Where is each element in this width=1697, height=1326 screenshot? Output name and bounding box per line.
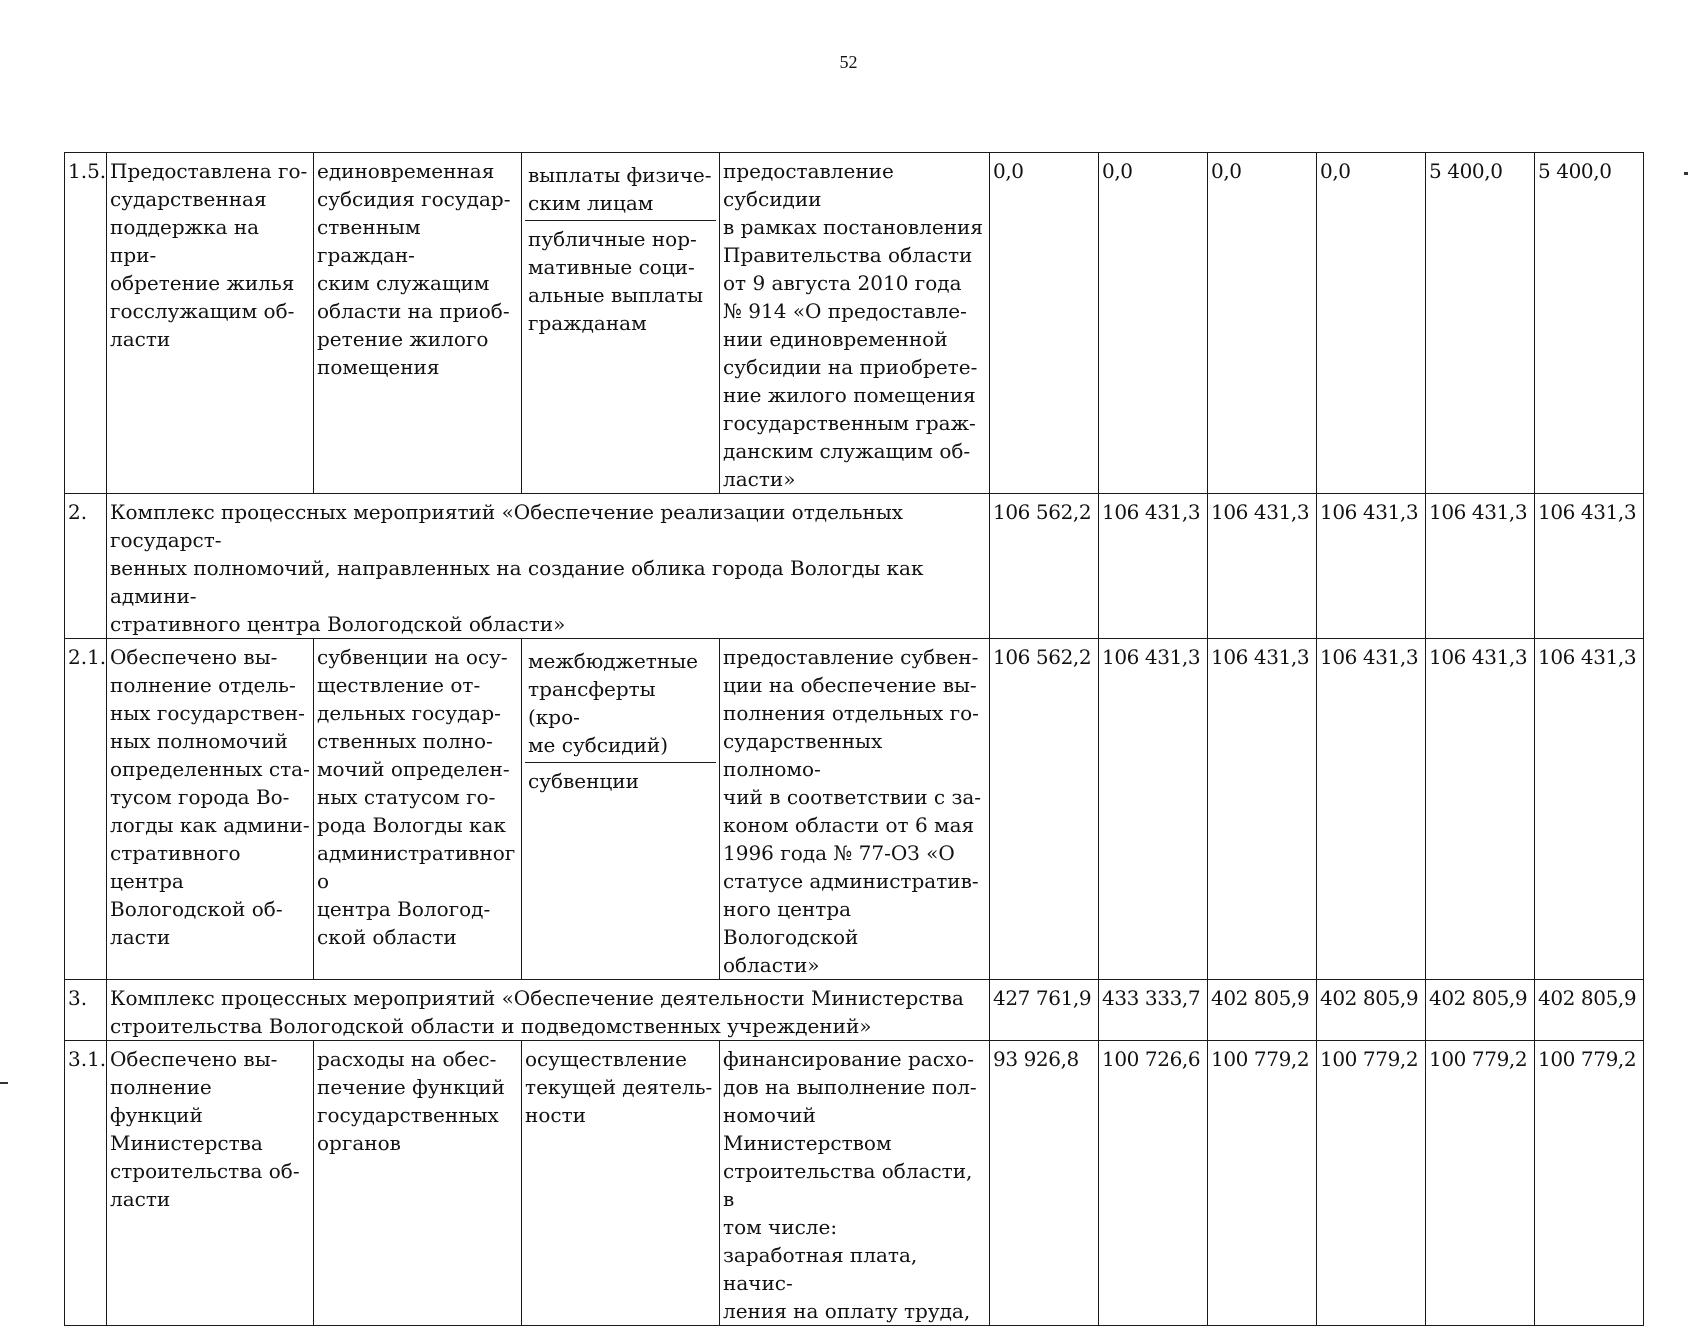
text-line: единовременная — [317, 159, 495, 183]
text-line: помещения — [317, 355, 440, 379]
text-line: области на приоб- — [317, 299, 510, 323]
description-cell — [720, 153, 990, 494]
text-line: Предоставлена го- — [110, 159, 308, 183]
text-line: ме субсидий) — [528, 733, 669, 757]
payment-type-bottom — [525, 221, 716, 337]
text-line: области» — [723, 953, 820, 977]
text-line: ласти» — [723, 467, 796, 491]
table-row — [65, 1041, 1644, 1326]
section-title-cell — [107, 494, 990, 639]
value-cell: 0,0 — [990, 153, 1099, 494]
text-line: ретение жилого — [317, 327, 489, 351]
text-line: поддержка на при- — [110, 215, 260, 267]
expense-type-cell — [314, 153, 522, 494]
text-line: административного — [317, 841, 516, 893]
text-line: ных государствен- — [110, 701, 305, 725]
text-line: дов на выполнение пол- — [723, 1075, 977, 1099]
text-line: межбюджетные — [528, 649, 698, 673]
text-line: ществление от- — [317, 673, 481, 697]
text-line: полнения отдельных го- — [723, 701, 979, 725]
description-cell — [720, 639, 990, 980]
text-line: ским лицам — [528, 191, 654, 215]
text-line: субвенции — [528, 769, 639, 793]
text-line: печение функций — [317, 1075, 505, 1099]
value-cell: 100 779,2 — [1208, 1041, 1317, 1326]
description-cell — [720, 1041, 990, 1326]
text-line: госслужащим об- — [110, 299, 295, 323]
text-line: мативные соци- — [528, 255, 695, 279]
value-cell: 100 779,2 — [1317, 1041, 1426, 1326]
result-cell — [107, 639, 314, 980]
value-cell: 5 400,0 — [1426, 153, 1535, 494]
payment-type-top — [525, 157, 716, 221]
text-line: центра Вологод- — [317, 897, 491, 921]
budget-table — [64, 152, 1644, 1326]
value-cell: 0,0 — [1317, 153, 1426, 494]
value-cell: 106 431,3 — [1099, 639, 1208, 980]
table-row — [65, 980, 1644, 1041]
value-cell: 106 431,3 — [1317, 639, 1426, 980]
value-cell: 402 805,9 — [1208, 980, 1317, 1041]
text-line: ласти — [110, 925, 171, 949]
table-row — [65, 639, 1644, 980]
page-number: 52 — [839, 52, 858, 72]
value-cell: 100 726,6 — [1099, 1041, 1208, 1326]
text-line: Министерства — [110, 1131, 263, 1155]
payment-type-top — [525, 643, 716, 763]
row-number: 3.1. — [65, 1041, 107, 1326]
value-cell: 106 431,3 — [1535, 639, 1644, 980]
text-line: том числе: — [723, 1215, 838, 1239]
text-line: дельных государ- — [317, 701, 501, 725]
text-line: определенных ста- — [110, 757, 310, 781]
text-line: строительства об- — [110, 1159, 300, 1183]
text-line: альные выплаты — [528, 283, 704, 307]
text-line: публичные нор- — [528, 227, 697, 251]
text-line: ским служащим — [317, 271, 490, 295]
row-number: 1.5. — [65, 153, 107, 494]
text-line: ности — [525, 1103, 586, 1127]
value-cell: 5 400,0 — [1535, 153, 1644, 494]
text-line: сударственных полномо- — [723, 729, 883, 781]
text-line: субсидии на приобрете- — [723, 355, 978, 379]
text-line: предоставление субсидии — [723, 159, 894, 211]
text-line: тусом города Во- — [110, 785, 290, 809]
text-line: стративного центра — [110, 841, 241, 893]
value-cell: 0,0 — [1208, 153, 1317, 494]
row-number: 2. — [65, 494, 107, 639]
text-line: обретение жилья — [110, 271, 295, 295]
text-line: государственным граж- — [723, 411, 976, 435]
result-cell — [107, 153, 314, 494]
text-line: данским служащим об- — [723, 439, 971, 463]
text-line: номочий Министерством — [723, 1103, 892, 1155]
payment-type-cell — [522, 153, 720, 494]
table-row — [65, 494, 1644, 639]
value-cell: 106 431,3 — [1208, 639, 1317, 980]
expense-type-cell — [314, 639, 522, 980]
text-line: субсидия государ- — [317, 187, 511, 211]
text-line: ласти — [110, 327, 171, 351]
payment-type-cell — [522, 1041, 720, 1326]
value-cell: 402 805,9 — [1426, 980, 1535, 1041]
text-line: Обеспечено вы- — [110, 645, 278, 669]
text-line: финансирование расхо- — [723, 1047, 974, 1071]
value-cell: 106 431,3 — [1099, 494, 1208, 639]
row-number: 3. — [65, 980, 107, 1041]
text-line: сударственная — [110, 187, 267, 211]
value-cell: 106 431,3 — [1426, 494, 1535, 639]
text-line: ской области — [317, 925, 457, 949]
text-line: полнение отдель- — [110, 673, 296, 697]
text-line: выплаты физиче- — [528, 163, 712, 187]
value-cell: 0,0 — [1099, 153, 1208, 494]
text-line: ления на оплату труда, — [723, 1299, 971, 1323]
section-title-cell — [107, 980, 990, 1041]
text-line: осуществление — [525, 1047, 688, 1071]
text-line: Комплекс процессных мероприятий «Обеспечение реализации отдельных государст- — [110, 500, 904, 552]
scan-edge-mark — [0, 1082, 8, 1084]
payment-type-cell — [522, 639, 720, 980]
value-cell: 433 333,7 — [1099, 980, 1208, 1041]
text-line: 1996 года № 77-ОЗ «О — [723, 841, 955, 865]
value-cell: 106 431,3 — [1535, 494, 1644, 639]
text-line: стративного центра Вологодской области» — [110, 612, 566, 636]
text-line: ных статусом го- — [317, 785, 496, 809]
text-line: чий в соответствии с за- — [723, 785, 982, 809]
text-line: ласти — [110, 1187, 171, 1211]
text-line: ние жилого помещения — [723, 383, 976, 407]
text-line: государственных — [317, 1103, 499, 1127]
text-line: № 914 «О предоставле- — [723, 299, 967, 323]
text-line: Обеспечено вы- — [110, 1047, 278, 1071]
text-line: заработная плата, начис- — [723, 1243, 918, 1295]
scan-edge-mark — [1684, 172, 1688, 175]
text-line: ного центра Вологодской — [723, 897, 859, 949]
text-line: Правительства области — [723, 243, 973, 267]
text-line: от 9 августа 2010 года — [723, 271, 962, 295]
value-cell: 100 779,2 — [1426, 1041, 1535, 1326]
text-line: рода Вологды как — [317, 813, 506, 837]
text-line: расходы на обес- — [317, 1047, 497, 1071]
text-line: ных полномочий — [110, 729, 288, 753]
text-line: статусе административ- — [723, 869, 979, 893]
table-row — [65, 153, 1644, 494]
value-cell: 402 805,9 — [1317, 980, 1426, 1041]
text-line: органов — [317, 1131, 401, 1155]
text-line: ственных полно- — [317, 729, 493, 753]
value-cell: 93 926,8 — [990, 1041, 1099, 1326]
value-cell: 106 431,3 — [1426, 639, 1535, 980]
text-line: полнение функций — [110, 1075, 212, 1127]
row-number: 2.1. — [65, 639, 107, 980]
value-cell: 402 805,9 — [1535, 980, 1644, 1041]
text-line: Вологодской об- — [110, 897, 283, 921]
text-line: логды как админи- — [110, 813, 310, 837]
text-line: мочий определен- — [317, 757, 510, 781]
text-line: трансферты (кро- — [528, 677, 656, 729]
text-line: нии единовременной — [723, 327, 948, 351]
text-line: венных полномочий, направленных на создание облика города Вологды как админи- — [110, 556, 924, 608]
text-line: в рамках постановления — [723, 215, 983, 239]
value-cell: 106 431,3 — [1317, 494, 1426, 639]
text-line: строительства Вологодской области и подведомственных учреждений» — [110, 1014, 872, 1038]
text-line: ции на обеспечение вы- — [723, 673, 977, 697]
text-line: текущей деятель- — [525, 1075, 713, 1099]
payment-type-bottom — [525, 763, 716, 795]
text-line: Комплекс процессных мероприятий «Обеспечение деятельности Министерства — [110, 986, 964, 1010]
text-line: ственным граждан- — [317, 215, 421, 267]
value-cell: 106 431,3 — [1208, 494, 1317, 639]
value-cell: 100 779,2 — [1535, 1041, 1644, 1326]
text-line: строительства области, в — [723, 1159, 973, 1211]
value-cell: 106 562,2 — [990, 639, 1099, 980]
text-line: коном области от 6 мая — [723, 813, 975, 837]
text-line: гражданам — [528, 311, 647, 335]
text-line: предоставление субвен- — [723, 645, 979, 669]
value-cell: 427 761,9 — [990, 980, 1099, 1041]
expense-type-cell — [314, 1041, 522, 1326]
text-line: субвенции на осу- — [317, 645, 508, 669]
value-cell: 106 562,2 — [990, 494, 1099, 639]
result-cell — [107, 1041, 314, 1326]
